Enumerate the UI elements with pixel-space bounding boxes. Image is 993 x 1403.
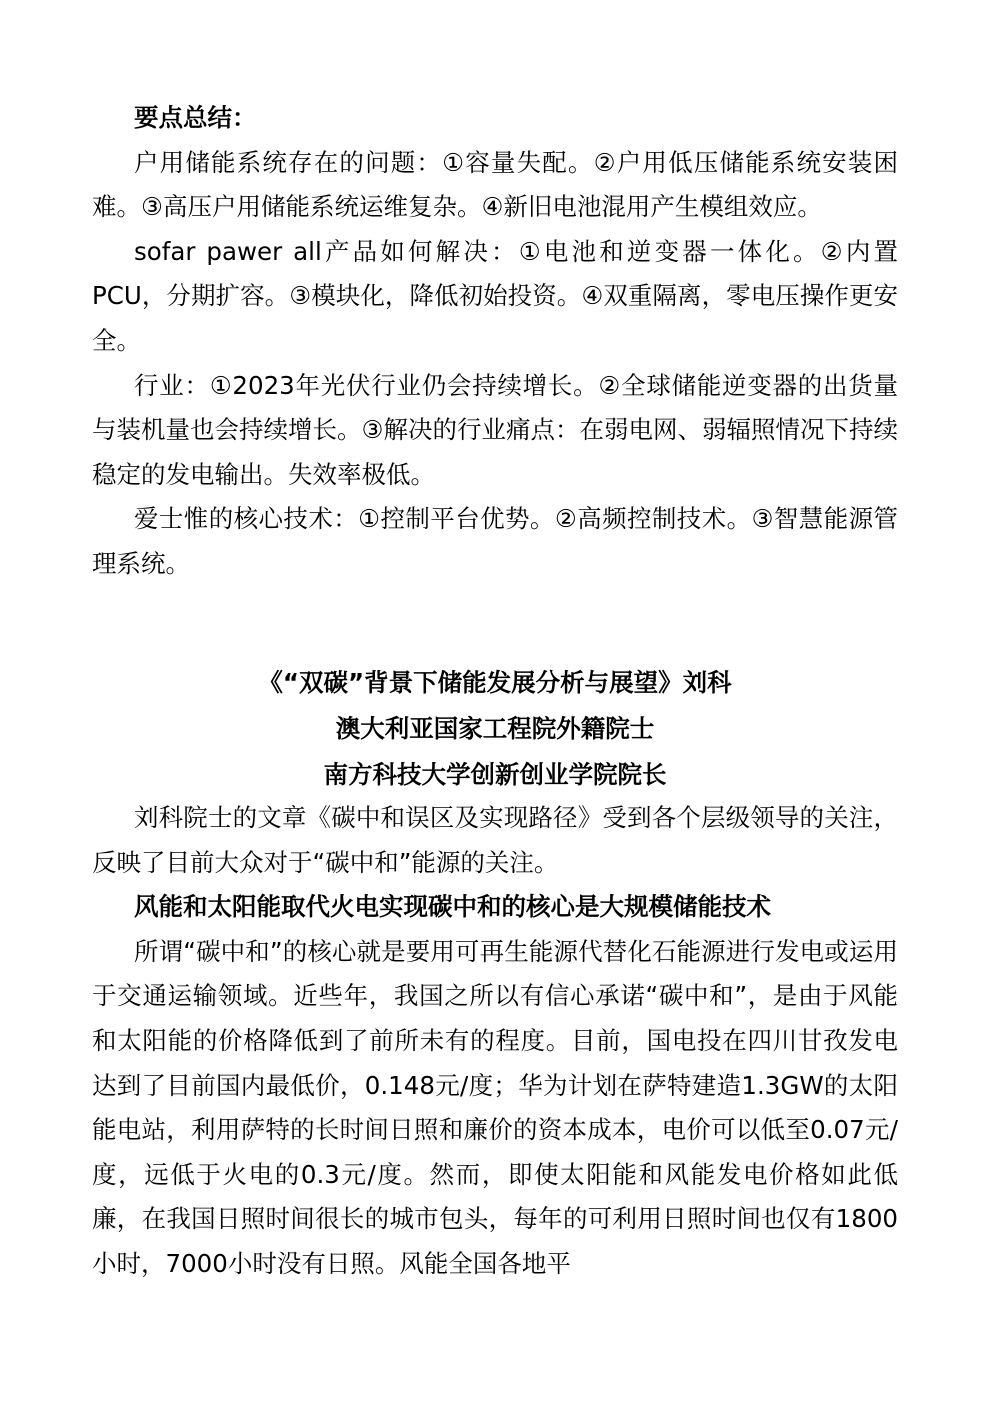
summary-core-tech-paragraph: 爱士惟的核心技术：①控制平台优势。②高频控制技术。③智慧能源管理系统。 (92, 504, 898, 578)
article-body-paragraph: 所谓“碳中和”的核心就是要用可再生能源代替化石能源进行发电或运用于交通运输领域。近些年，我国之所以有信心承诺“碳中和”，是由于风能和太阳能的价格降低到了前所未有的程度。目前，国电投在四川甘孜发电达到了目前国内最低价，0.148元/度；华为计划在萨特建造1.3GW的太阳能电站，利用萨特的长时间日照和廉价的资本成本，电价可以低至0.07元/度，远低于火电的0.3元/度。然而，即使太阳能和风能发电价格如此低廉，在我国日照时间很长的城市包头，每年的可利用日照时间也仅有1800小时，7000小时没有日照。风能全国各地平 (92, 936, 898, 1278)
summary-section (92, 96, 898, 587)
speech-heading (92, 660, 992, 798)
speaker-title-2: 南方科技大学创新创业学院院长 (323, 760, 667, 789)
summary-problems-paragraph: 户用储能系统存在的问题：①容量失配。②户用低压储能系统安装困难。③高压户用储能系统运维复杂。④新旧电池混用产生模组效应。 (92, 147, 898, 222)
article-section-title: 风能和太阳能取代火电实现碳中和的核心是大规模储能技术 (134, 892, 771, 922)
article-intro-paragraph: 刘科院士的文章《碳中和误区及实现路径》受到各个层级领导的关注，反映了目前大众对于“碳中和”能源的关注。 (92, 803, 898, 877)
summary-title: 要点总结： (134, 103, 257, 132)
summary-industry-paragraph: 行业：①2023年光伏行业仍会持续增长。②全球储能逆变器的出货量与装机量也会持续增长。③解决的行业痛点：在弱电网、弱辐照情况下持续稳定的发电输出。失效率极低。 (92, 370, 898, 489)
article-section (92, 796, 898, 1287)
summary-solution-paragraph: sofar pawer all产品如何解决：①电池和逆变器一体化。②内置PCU，分期扩容。③模块化，降低初始投资。④双重隔离，零电压操作更安全。 (92, 236, 898, 355)
speaker-title-1: 澳大利亚国家工程院外籍院士 (335, 714, 655, 743)
speech-title: 《“双碳”背景下储能发展分析与展望》刘科 (258, 668, 732, 697)
